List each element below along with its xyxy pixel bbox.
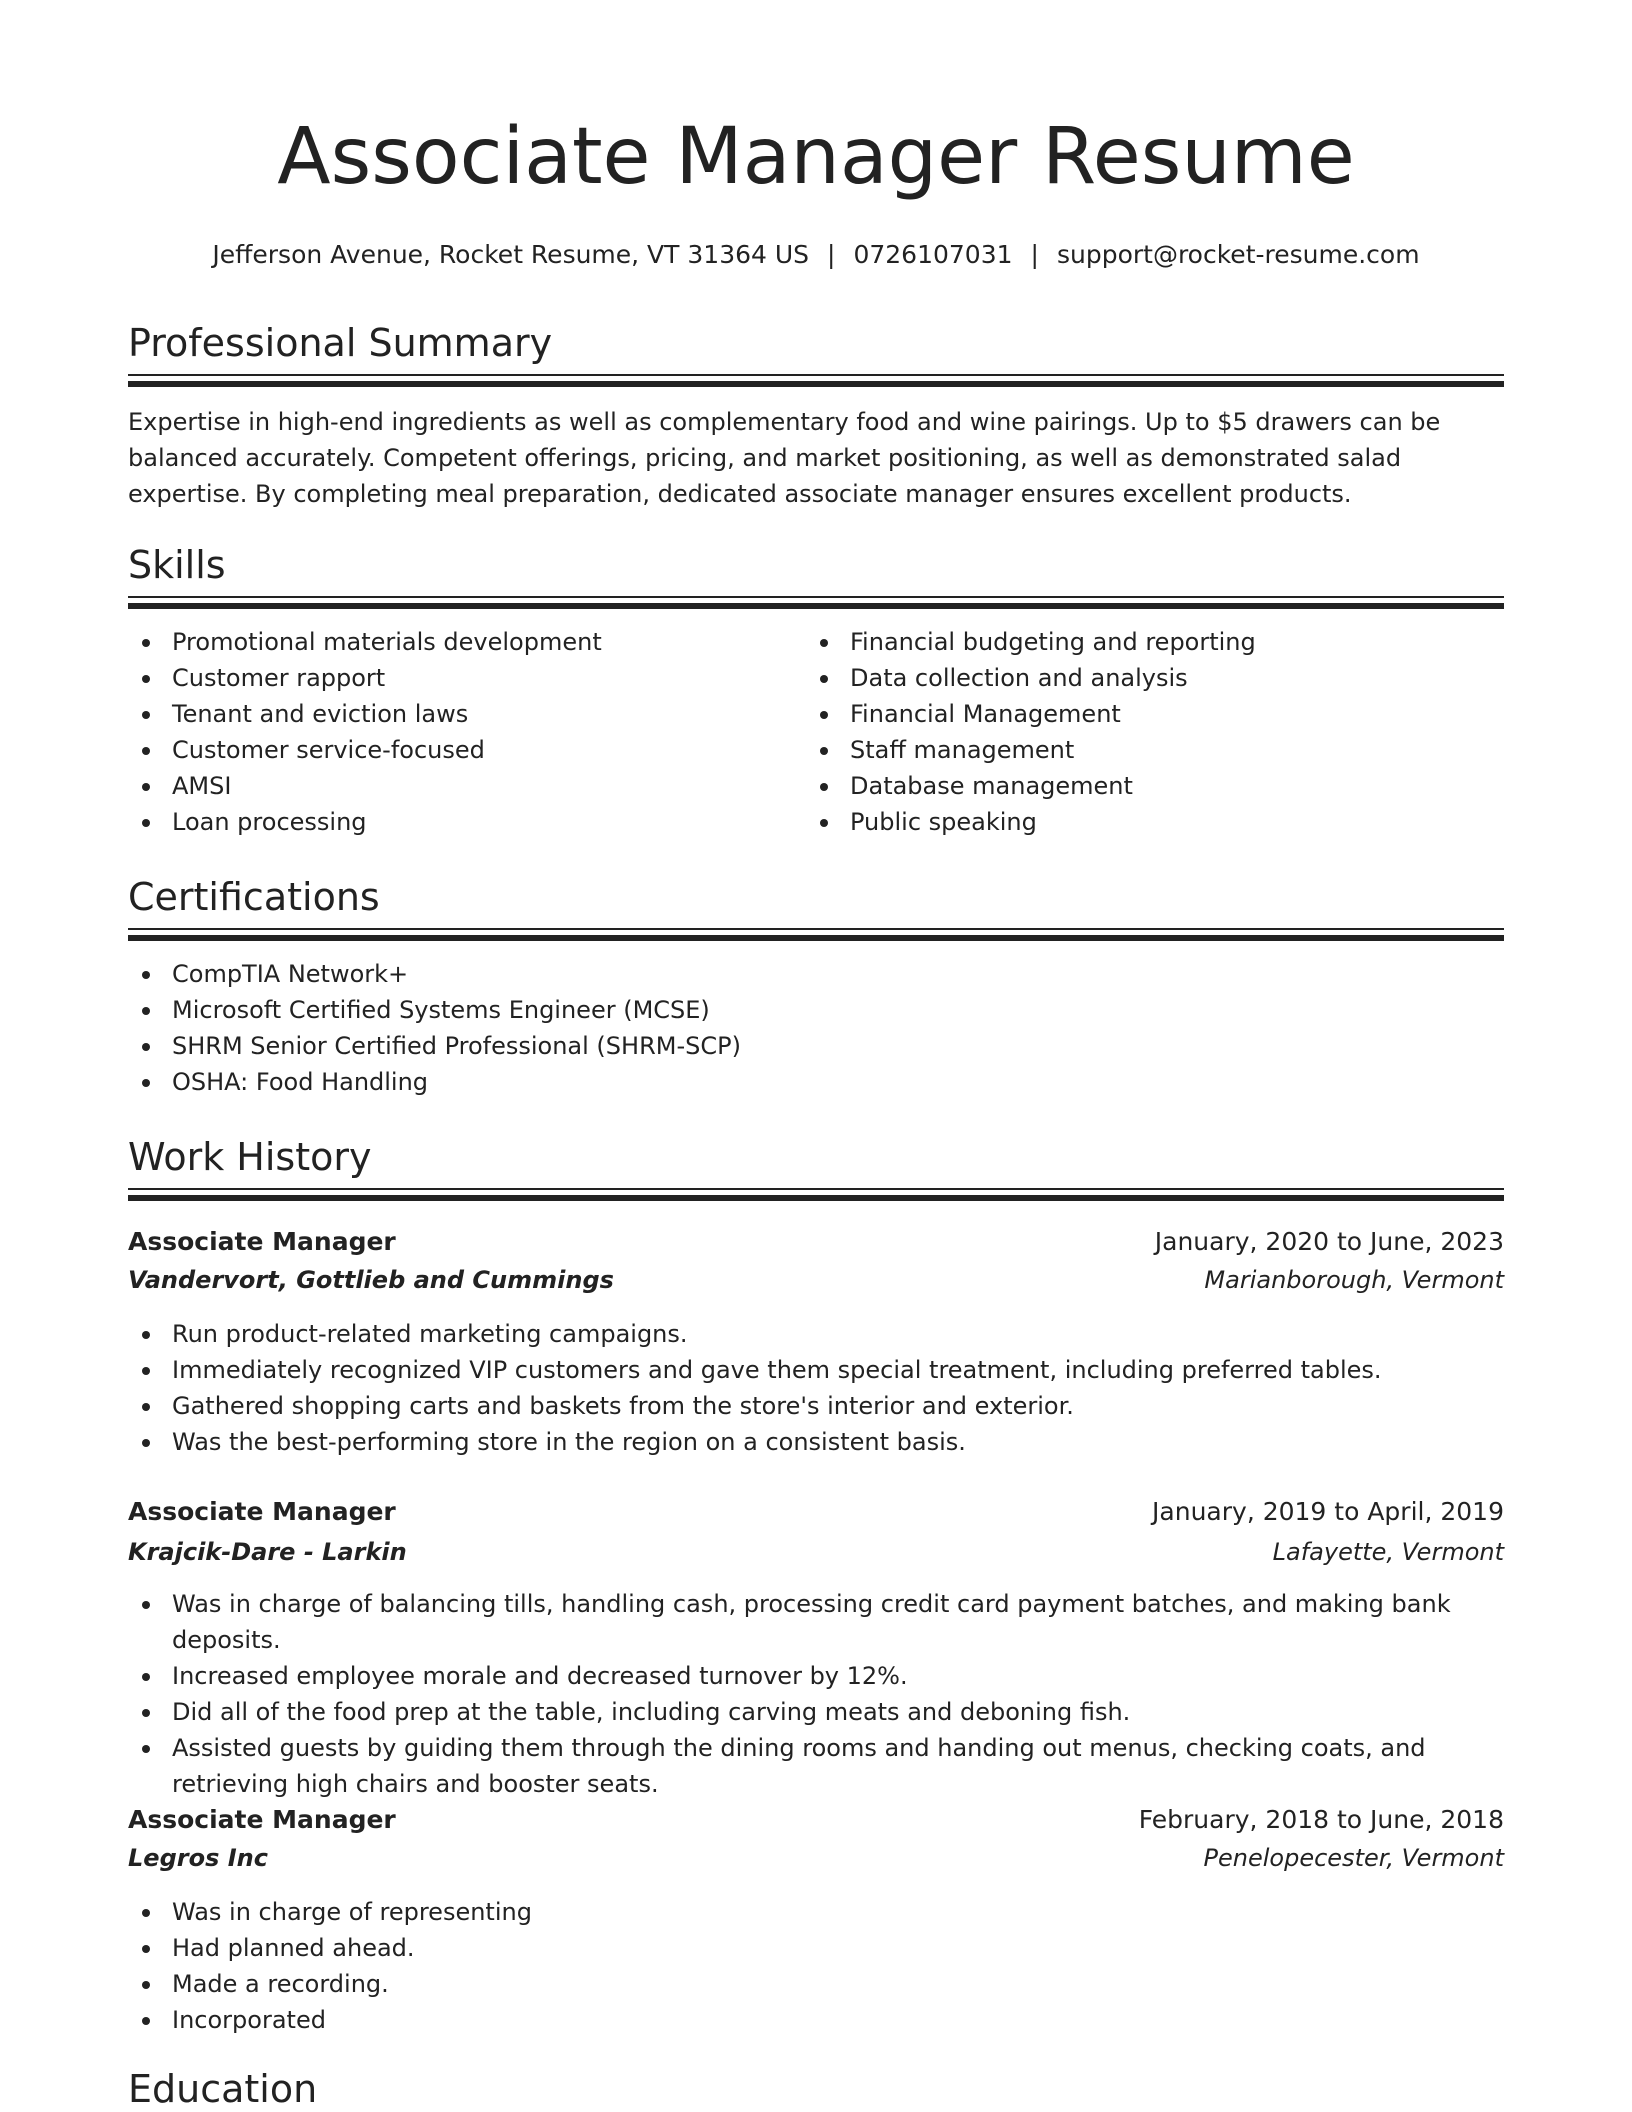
section-divider <box>128 374 1504 387</box>
skill-item: Public speaking <box>806 804 1504 840</box>
section-divider <box>128 1188 1504 1201</box>
contact-phone: 0726107031 <box>853 240 1013 269</box>
resume-title: Associate Manager Resume <box>277 112 1355 202</box>
contact-email[interactable]: support@rocket-resume.com <box>1056 240 1420 269</box>
section-heading-skills: Skills <box>128 543 226 587</box>
job-dates: January, 2019 to April, 2019 <box>1152 1497 1504 1526</box>
job-bullet: Assisted guests by guiding them through the dining rooms and handing out menus, checking coats, and retrieving high chairs and booster seats. <box>128 1730 1504 1802</box>
job-bullet: Made a recording. <box>128 1966 1504 2002</box>
contact-address: Jefferson Avenue, Rocket Resume, VT 31364 US <box>212 240 810 269</box>
job-bullet: Immediately recognized VIP customers and gave them special treatment, including preferred tables. <box>128 1352 1504 1388</box>
job-company-row <box>128 1840 1504 1876</box>
job-bullet: Had planned ahead. <box>128 1930 1504 1966</box>
job-bullet: Was in charge of balancing tills, handling cash, processing credit card payment batches, and making bank deposits. <box>128 1586 1504 1658</box>
job-title: Associate Manager <box>128 1805 396 1834</box>
job-company-row <box>128 1534 1504 1570</box>
job-bullets <box>128 1894 1504 2038</box>
skill-item: Tenant and eviction laws <box>128 696 798 732</box>
contact-line <box>128 242 1504 267</box>
contact-separator: | <box>827 240 836 269</box>
job-location: Penelopecester, Vermont <box>1203 1844 1504 1872</box>
section-heading-summary: Professional Summary <box>128 321 553 365</box>
skill-item: Staff management <box>806 732 1504 768</box>
certification-item: SHRM Senior Certified Professional (SHRM-SCP) <box>128 1028 1504 1064</box>
job-location: Lafayette, Vermont <box>1272 1538 1504 1566</box>
job-bullet: Was in charge of representing <box>128 1894 1504 1930</box>
skill-item: Promotional materials development <box>128 624 798 660</box>
job-company: Vandervort, Gottlieb and Cummings <box>128 1266 614 1294</box>
job-bullet: Did all of the food prep at the table, including carving meats and deboning fish. <box>128 1694 1504 1730</box>
job-company: Legros Inc <box>128 1844 268 1872</box>
job-title: Associate Manager <box>128 1227 396 1256</box>
contact-separator: | <box>1030 240 1039 269</box>
skill-item: Loan processing <box>128 804 798 840</box>
job-bullet: Increased employee morale and decreased turnover by 12%. <box>128 1658 1504 1694</box>
section-heading-certifications: Certifications <box>128 875 380 919</box>
job-header-row <box>128 1224 1504 1260</box>
skill-item: Database management <box>806 768 1504 804</box>
summary-text: Expertise in high-end ingredients as well as complementary food and wine pairings. Up to $5 drawers can be balanced accurately. Competent offerings, pricing, and market positioning, as well as demonstrated salad expertise. By completing meal preparation, dedicated associate manager ensures excellent products. <box>128 408 1441 508</box>
certification-item: CompTIA Network+ <box>128 956 1504 992</box>
job-dates: January, 2020 to June, 2023 <box>1154 1227 1504 1256</box>
skill-item: Customer service-focused <box>128 732 798 768</box>
certifications-list <box>128 956 1504 1100</box>
job-bullets <box>128 1316 1504 1460</box>
section-divider <box>128 928 1504 941</box>
section-divider <box>128 596 1504 609</box>
job-header-row <box>128 1802 1504 1838</box>
section-heading-work-history: Work History <box>128 1135 372 1179</box>
section-heading-education: Education <box>128 2067 318 2111</box>
skills-list-right <box>806 624 1504 840</box>
job-bullet: Was the best-performing store in the region on a consistent basis. <box>128 1424 1504 1460</box>
job-company: Krajcik-Dare - Larkin <box>128 1538 407 1566</box>
certification-item: Microsoft Certified Systems Engineer (MCSE) <box>128 992 1504 1028</box>
job-company-row <box>128 1262 1504 1298</box>
skill-item: Financial Management <box>806 696 1504 732</box>
job-bullet: Gathered shopping carts and baskets from the store's interior and exterior. <box>128 1388 1504 1424</box>
job-title: Associate Manager <box>128 1497 396 1526</box>
job-bullets <box>128 1586 1504 1802</box>
skill-item: Financial budgeting and reporting <box>806 624 1504 660</box>
job-location: Marianborough, Vermont <box>1204 1266 1504 1294</box>
job-bullet: Run product-related marketing campaigns. <box>128 1316 1504 1352</box>
skill-item: Data collection and analysis <box>806 660 1504 696</box>
job-header-row <box>128 1494 1504 1530</box>
skill-item: AMSI <box>128 768 798 804</box>
job-dates: February, 2018 to June, 2018 <box>1138 1805 1504 1834</box>
certification-item: OSHA: Food Handling <box>128 1064 1504 1100</box>
skills-list-left <box>128 624 798 840</box>
skill-item: Customer rapport <box>128 660 798 696</box>
job-bullet: Incorporated <box>128 2002 1504 2038</box>
